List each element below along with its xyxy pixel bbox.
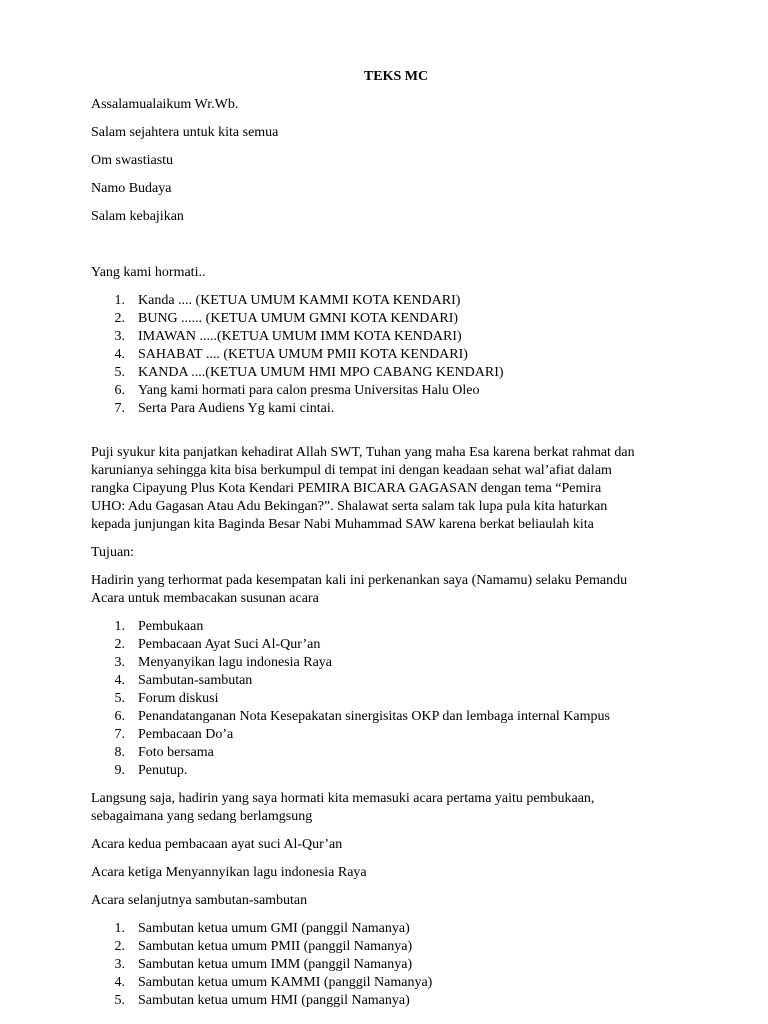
list-item: 5. Sambutan ketua umum HMI (panggil Namanya) xyxy=(114,993,410,1008)
list-item: 6. Penandatanganan Nota Kesepakatan sinergisitas OKP dan lembaga internal Kampus xyxy=(114,709,610,724)
list-item: 3. IMAWAN .....(KETUA UMUM IMM KOTA KENDARI) xyxy=(114,329,462,344)
spacer xyxy=(91,236,701,264)
purpose-label: Tujuan: xyxy=(91,545,135,560)
greeting-line: Namo Budaya xyxy=(91,181,172,196)
list-item: 5. KANDA ....(KETUA UMUM HMI MPO CABANG KENDARI) xyxy=(114,365,504,380)
paragraph-line: Puji syukur kita panjatkan kehadirat Allah SWT, Tuhan yang maha Esa karena berkat rahmat dan xyxy=(91,445,635,460)
document-title: TEKS MC xyxy=(363,69,429,84)
next-event: Acara selanjutnya sambutan-sambutan xyxy=(91,893,308,908)
greeting-line: Salam kebajikan xyxy=(91,209,184,224)
greeting-line: Om swastiastu xyxy=(91,153,174,168)
honored-intro: Yang kami hormati.. xyxy=(91,265,206,280)
speeches-list xyxy=(91,920,701,1010)
list-item: 6. Yang kami hormati para calon presma Universitas Halu Oleo xyxy=(114,383,480,398)
second-event: Acara kedua pembacaan ayat suci Al-Qur’an xyxy=(91,837,343,852)
list-item: 8. Foto bersama xyxy=(114,745,214,760)
paragraph-line: rangka Cipayung Plus Kota Kendari PEMIRA BICARA GAGASAN dengan tema “Pemira xyxy=(91,481,602,496)
list-item: 1. Pembukaan xyxy=(114,619,204,634)
paragraph-line: sebagaimana yang sedang berlamgsung xyxy=(91,809,313,824)
list-item: 4. Sambutan ketua umum KAMMI (panggil Namanya) xyxy=(114,975,433,990)
list-item: 3. Sambutan ketua umum IMM (panggil Namanya) xyxy=(114,957,413,972)
greeting-line: Salam sejahtera untuk kita semua xyxy=(91,125,279,140)
first-event-paragraph xyxy=(91,790,701,826)
list-item: 3. Menyanyikan lagu indonesia Raya xyxy=(114,655,333,670)
honored-guests-list xyxy=(91,292,701,418)
paragraph-line: Langsung saja, hadirin yang saya hormati kita memasuki acara pertama yaitu pembukaan, xyxy=(91,791,595,806)
list-item: 2. Sambutan ketua umum PMII (panggil Namanya) xyxy=(114,939,413,954)
list-item: 7. Serta Para Audiens Yg kami cintai. xyxy=(114,401,335,416)
list-item: 7. Pembacaan Do’a xyxy=(114,727,234,742)
list-item: 5. Forum diskusi xyxy=(114,691,219,706)
list-item: 2. BUNG ...... (KETUA UMUM GMNI KOTA KENDARI) xyxy=(114,311,459,326)
program-intro xyxy=(91,572,701,608)
list-item: 1. Kanda .... (KETUA UMUM KAMMI KOTA KENDARI) xyxy=(114,293,461,308)
list-item: 9. Penutup. xyxy=(114,763,188,778)
spacer xyxy=(91,428,701,444)
paragraph-line: kepada junjungan kita Baginda Besar Nabi Muhammad SAW karena berkat beliaulah kita xyxy=(91,517,594,532)
list-item: 4. Sambutan-sambutan xyxy=(114,673,253,688)
list-item: 1. Sambutan ketua umum GMI (panggil Namanya) xyxy=(114,921,410,936)
paragraph-line: Hadirin yang terhormat pada kesempatan kali ini perkenankan saya (Namamu) selaku Pemandu xyxy=(91,573,628,588)
paragraph-line: UHO: Adu Gagasan Atau Adu Bekingan?”. Shalawat serta salam tak lupa pula kita haturkan xyxy=(91,499,608,514)
list-item: 4. SAHABAT .... (KETUA UMUM PMII KOTA KENDARI) xyxy=(114,347,468,362)
greeting-line: Assalamualaikum Wr.Wb. xyxy=(91,97,239,112)
list-item: 2. Pembacaan Ayat Suci Al-Qur’an xyxy=(114,637,321,652)
third-event: Acara ketiga Menyannyikan lagu indonesia Raya xyxy=(91,865,367,880)
opening-paragraph xyxy=(91,444,701,534)
program-list xyxy=(91,618,701,780)
paragraph-line: karunianya sehingga kita bisa berkumpul di tempat ini dengan keadaan sehat wal’afiat dalam xyxy=(91,463,612,478)
document-body xyxy=(91,68,701,1020)
paragraph-line: Acara untuk membacakan susunan acara xyxy=(91,591,319,606)
